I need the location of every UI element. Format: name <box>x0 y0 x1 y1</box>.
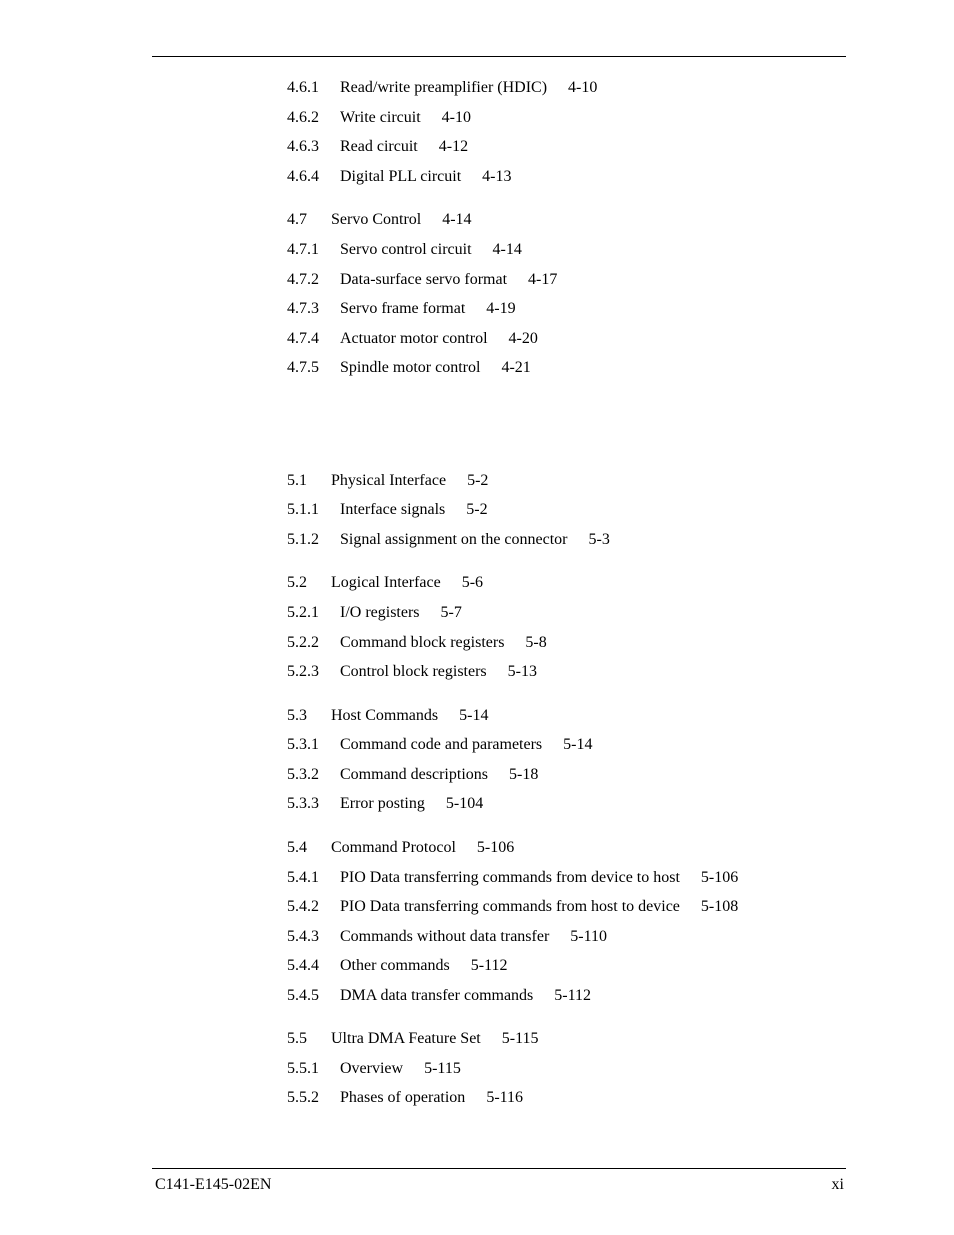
toc-entry-number: 5.5.2 <box>287 1089 319 1106</box>
toc-entry-number: 4.6.3 <box>287 138 319 155</box>
toc-entry-title: Other commands <box>340 957 450 974</box>
toc-entry-title: Digital PLL circuit <box>340 168 462 185</box>
toc-entry-title: PIO Data transferring commands from device to host <box>340 869 680 886</box>
toc-entry-number: 4.7.5 <box>287 359 319 376</box>
toc-entry-number: 5.4.5 <box>287 987 319 1004</box>
toc-entry-page: 4-13 <box>482 168 512 185</box>
toc-entry <box>287 897 738 917</box>
footer-rule <box>152 1168 846 1169</box>
toc-entry-page: 5-8 <box>525 634 547 651</box>
toc-section-entry <box>287 210 472 230</box>
toc-entry-number: 5.1.2 <box>287 531 319 548</box>
toc-entry-page: 5-3 <box>588 531 610 548</box>
toc-entry-number: 4.6.2 <box>287 109 319 126</box>
toc-entry <box>287 956 507 976</box>
toc-entry-page: 5-106 <box>700 869 739 886</box>
toc-entry-title: Physical Interface <box>331 472 447 489</box>
toc-entry-number: 5.2 <box>287 574 307 591</box>
toc-entry-title: Signal assignment on the connector <box>340 531 568 548</box>
toc-entry-number: 5.4.4 <box>287 957 319 974</box>
toc-entry <box>287 358 531 378</box>
toc-entry-title: Servo frame format <box>340 300 466 317</box>
toc-entry-number: 4.6.4 <box>287 168 319 185</box>
toc-entry-number: 4.7.2 <box>287 271 319 288</box>
toc-entry-title: Interface signals <box>340 501 446 518</box>
toc-entry-page: 4-10 <box>568 79 598 96</box>
toc-entry-number: 4.7 <box>287 211 307 228</box>
toc-section-entry <box>287 573 483 593</box>
toc-entry <box>287 240 522 260</box>
toc-entry-page: 5-115 <box>424 1060 461 1077</box>
toc-entry <box>287 1059 461 1079</box>
toc-entry <box>287 167 511 187</box>
toc-entry-title: Write circuit <box>340 109 421 126</box>
toc-entry-page: 4-20 <box>508 330 538 347</box>
toc-entry-title: Data-surface servo format <box>340 271 508 288</box>
toc-entry-title: Read/write preamplifier (HDIC) <box>340 79 548 96</box>
toc-entry-title: Spindle motor control <box>340 359 481 376</box>
toc-entry <box>287 299 516 319</box>
toc-entry-number: 5.3.1 <box>287 736 319 753</box>
toc-entry-page: 5-14 <box>459 707 489 724</box>
toc-entry-number: 5.5 <box>287 1030 307 1047</box>
toc-entry-page: 5-2 <box>467 472 489 489</box>
toc-entry <box>287 137 468 157</box>
toc-entry-title: Servo Control <box>331 211 422 228</box>
toc-entry-page: 5-13 <box>507 663 537 680</box>
toc-entry-number: 4.7.3 <box>287 300 319 317</box>
toc-entry-number: 5.4.3 <box>287 928 319 945</box>
toc-entry-number: 5.4.2 <box>287 898 319 915</box>
toc-entry-number: 4.7.1 <box>287 241 319 258</box>
toc-entry-title: Servo control circuit <box>340 241 472 258</box>
toc-entry-number: 4.6.1 <box>287 79 319 96</box>
toc-entry-title: Actuator motor control <box>340 330 488 347</box>
header-rule <box>152 56 846 57</box>
toc-entry-title: Logical Interface <box>331 574 441 591</box>
toc-entry-number: 5.3.3 <box>287 795 319 812</box>
toc-entry-page: 4-12 <box>438 138 469 155</box>
toc-section-entry <box>287 838 514 858</box>
toc-entry-title: Phases of operation <box>340 1089 466 1106</box>
toc-entry-page: 5-14 <box>563 736 593 753</box>
toc-entry <box>287 78 597 98</box>
footer-doc-id: C141-E145-02EN <box>155 1176 272 1193</box>
toc-entry-title: Control block registers <box>340 663 487 680</box>
toc-entry-title: Read circuit <box>340 138 418 155</box>
toc-entry-title: I/O registers <box>340 604 420 621</box>
toc-entry-page: 5-6 <box>461 574 484 591</box>
toc-entry-page: 5-112 <box>470 957 508 974</box>
toc-entry-title: Command descriptions <box>340 766 488 783</box>
toc-entry-title: Ultra DMA Feature Set <box>331 1030 481 1047</box>
toc-entry-page: 5-108 <box>700 898 739 915</box>
toc-entry <box>287 794 483 814</box>
toc-entry-number: 5.4.1 <box>287 869 319 886</box>
toc-entry-title: Commands without data transfer <box>340 928 550 945</box>
toc-entry-number: 4.7.4 <box>287 330 319 347</box>
toc-entry-page: 4-19 <box>486 300 516 317</box>
toc-entry-title: DMA data transfer commands <box>340 987 534 1004</box>
toc-entry-page: 5-106 <box>476 839 515 856</box>
footer-page-number: xi <box>831 1176 844 1193</box>
toc-entry-page: 5-116 <box>486 1089 524 1106</box>
toc-entry-page: 4-21 <box>501 359 531 376</box>
toc-entry-title: PIO Data transferring commands from host to device <box>340 898 680 915</box>
toc-entry <box>287 927 607 947</box>
toc-entry-page: 5-7 <box>440 604 462 621</box>
toc-entry-page: 4-10 <box>441 109 471 126</box>
toc-entry <box>287 108 471 128</box>
toc-entry-number: 5.3.2 <box>287 766 319 783</box>
toc-entry-page: 5-18 <box>508 766 539 783</box>
toc-entry-title: Command Protocol <box>331 839 456 856</box>
toc-entry <box>287 633 547 653</box>
toc-entry-number: 5.2.3 <box>287 663 319 680</box>
toc-entry-number: 5.3 <box>287 707 307 724</box>
toc-entry-page: 4-17 <box>528 271 558 288</box>
toc-entry-number: 5.2.1 <box>287 604 319 621</box>
toc-entry <box>287 1088 523 1108</box>
toc-entry-page: 5-112 <box>554 987 592 1004</box>
toc-entry-title: Error posting <box>340 795 425 812</box>
toc-entry-page: 4-14 <box>442 211 472 228</box>
toc-entry <box>287 735 592 755</box>
toc-entry <box>287 765 538 785</box>
toc-entry-number: 5.1 <box>287 472 307 489</box>
toc-section-entry <box>287 706 488 726</box>
toc-entry-page: 5-110 <box>570 928 608 945</box>
toc-entry-page: 5-115 <box>501 1030 539 1047</box>
toc-entry <box>287 986 591 1006</box>
toc-entry-number: 5.2.2 <box>287 634 319 651</box>
toc-entry-page: 4-14 <box>492 241 522 258</box>
toc-entry-number: 5.4 <box>287 839 307 856</box>
toc-entry-title: Overview <box>340 1060 404 1077</box>
toc-entry <box>287 329 538 349</box>
toc-section-entry <box>287 1029 538 1049</box>
toc-entry-page: 5-104 <box>445 795 484 812</box>
toc-entry-page: 5-2 <box>466 501 488 518</box>
toc-entry <box>287 603 462 623</box>
toc-entry-number: 5.1.1 <box>287 501 319 518</box>
toc-entry-title: Host Commands <box>331 707 439 724</box>
toc-entry-number: 5.5.1 <box>287 1060 319 1077</box>
toc-entry-title: Command code and parameters <box>340 736 543 753</box>
toc-entry-title: Command block registers <box>340 634 505 651</box>
toc-entry <box>287 530 610 550</box>
toc-entry <box>287 868 738 888</box>
toc-entry <box>287 662 537 682</box>
toc-entry <box>287 270 557 290</box>
toc-entry <box>287 500 488 520</box>
toc-section-entry <box>287 471 488 491</box>
